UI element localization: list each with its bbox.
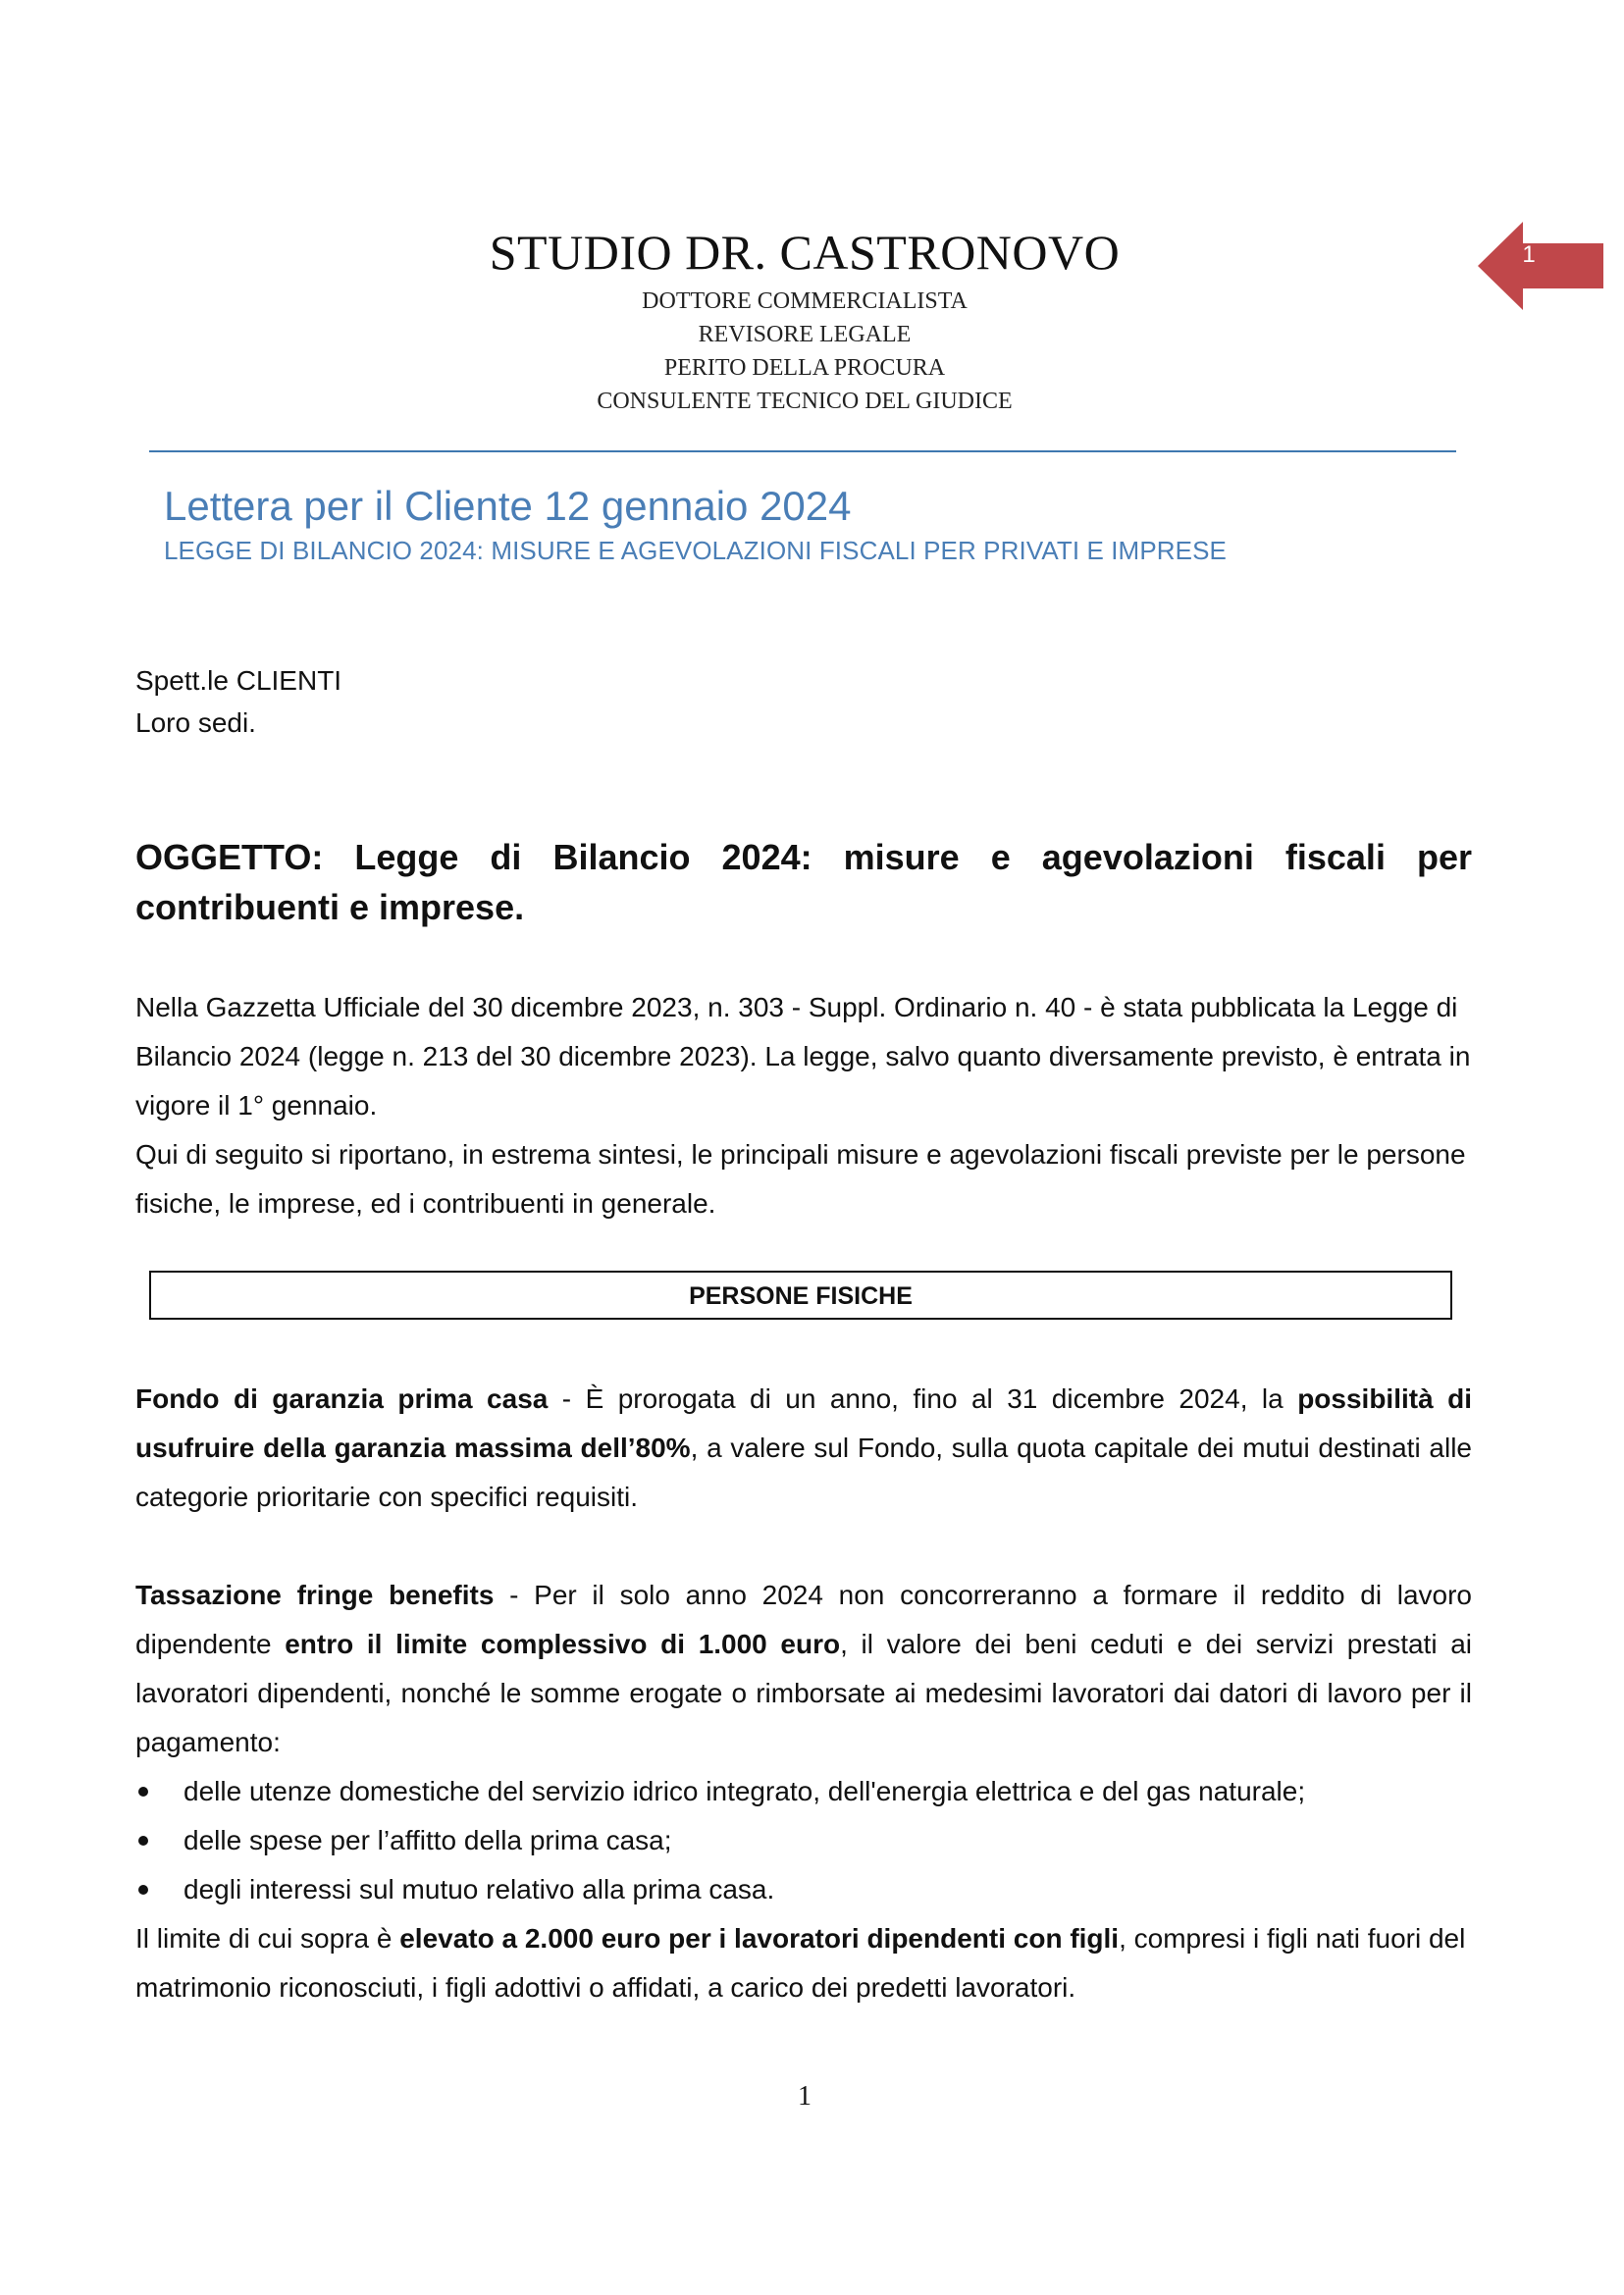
subject-heading: OGGETTO: Legge di Bilancio 2024: misure e agevolazioni fiscali per contribuenti e imprese. bbox=[135, 837, 1472, 927]
list-item-text: degli interessi sul mutuo relativo alla prima casa. bbox=[183, 1874, 775, 1904]
intro-text: Nella Gazzetta Ufficiale del 30 dicembre 2023, n. 303 - Suppl. Ordinario n. 40 - è stata pubblicata la Legge di Bilancio 2024 (legge n. 213 del 30 dicembre 2023). La legge, salvo quanto diversamente previsto, è entrata in vigore il 1° gennaio. bbox=[135, 992, 1471, 1121]
fringe-closing-paragraph bbox=[135, 1914, 1472, 2012]
closing-text: , compresi i figli nati fuori del matrimonio riconosciuti, i figli adottivi o affidati, a carico dei predetti lavoratori. bbox=[135, 1923, 1466, 2003]
fondo-paragraph bbox=[135, 1375, 1472, 1522]
fringe-paragraph bbox=[135, 1571, 1472, 1767]
page-number: 1 bbox=[798, 2081, 812, 2112]
fringe-highlight: entro il limite complessivo di 1.000 euro bbox=[285, 1629, 841, 1659]
credential-line: CONSULENTE TECNICO DEL GIUDICE bbox=[597, 389, 1013, 414]
recipient-block bbox=[135, 659, 341, 744]
fondo-heading: Fondo di garanzia prima casa bbox=[135, 1383, 549, 1414]
bullet-icon bbox=[138, 1787, 148, 1797]
recipient-line: Spett.le CLIENTI bbox=[135, 665, 342, 696]
bullet-icon bbox=[138, 1885, 148, 1895]
list-item bbox=[135, 1767, 1472, 1816]
credential-line: PERITO DELLA PROCURA bbox=[663, 355, 946, 381]
fondo-text: , a valere sul Fondo, sulla quota capitale dei mutui destinati alle categorie prioritarie con specifici requisiti. bbox=[135, 1433, 1472, 1512]
recipient-line: Loro sedi. bbox=[135, 707, 256, 738]
intro-paragraph bbox=[135, 983, 1472, 1228]
intro-text: Qui di seguito si riportano, in estrema sintesi, le principali misure e agevolazioni fiscali previste per le persone fisiche, le imprese, ed i contribuenti in generale. bbox=[135, 1139, 1466, 1219]
list-item-text: delle spese per l’affitto della prima casa; bbox=[183, 1825, 672, 1855]
letter-subtitle: LEGGE DI BILANCIO 2024: MISURE E AGEVOLAZIONI FISCALI PER PRIVATI E IMPRESE bbox=[164, 536, 1227, 565]
fondo-text: - È prorogata di un anno, fino al 31 dicembre 2024, la bbox=[548, 1383, 1298, 1414]
header-divider bbox=[149, 450, 1456, 452]
list-item bbox=[135, 1865, 1472, 1914]
section-title: PERSONE FISICHE bbox=[689, 1282, 913, 1310]
fondo-highlight: possibilità di usufruire della garanzia massima dell’80% bbox=[135, 1383, 1472, 1463]
letter-title: Lettera per il Cliente 12 gennaio 2024 bbox=[164, 483, 852, 529]
fringe-text: , il valore dei beni ceduti e dei servizi prestati ai lavoratori dipendenti, nonché le somme erogate o rimborsate ai medesimi lavoratori dai datori di lavoro per il pagamento: bbox=[135, 1629, 1472, 1757]
credential-line: REVISORE LEGALE bbox=[698, 322, 912, 347]
closing-highlight: elevato a 2.000 euro per i lavoratori dipendenti con figli bbox=[399, 1923, 1120, 1954]
studio-credentials bbox=[0, 285, 1609, 418]
fringe-text: - Per il solo anno 2024 non concorreranno a formare il reddito di lavoro dipendente bbox=[135, 1580, 1473, 1659]
bullet-icon bbox=[138, 1836, 148, 1846]
fringe-heading: Tassazione fringe benefits bbox=[135, 1580, 495, 1610]
credential-line: DOTTORE COMMERCIALISTA bbox=[642, 288, 968, 314]
fringe-bullet-list bbox=[135, 1767, 1472, 1914]
closing-text: Il limite di cui sopra è bbox=[135, 1923, 400, 1954]
studio-name: STUDIO DR. CASTRONOVO bbox=[489, 225, 1121, 280]
list-item bbox=[135, 1816, 1472, 1865]
page-arrow-icon bbox=[1478, 222, 1603, 310]
list-item-text: delle utenze domestiche del servizio idrico integrato, dell'energia elettrica e del gas naturale; bbox=[183, 1776, 1306, 1806]
page-marker-number: 1 bbox=[1522, 241, 1536, 268]
